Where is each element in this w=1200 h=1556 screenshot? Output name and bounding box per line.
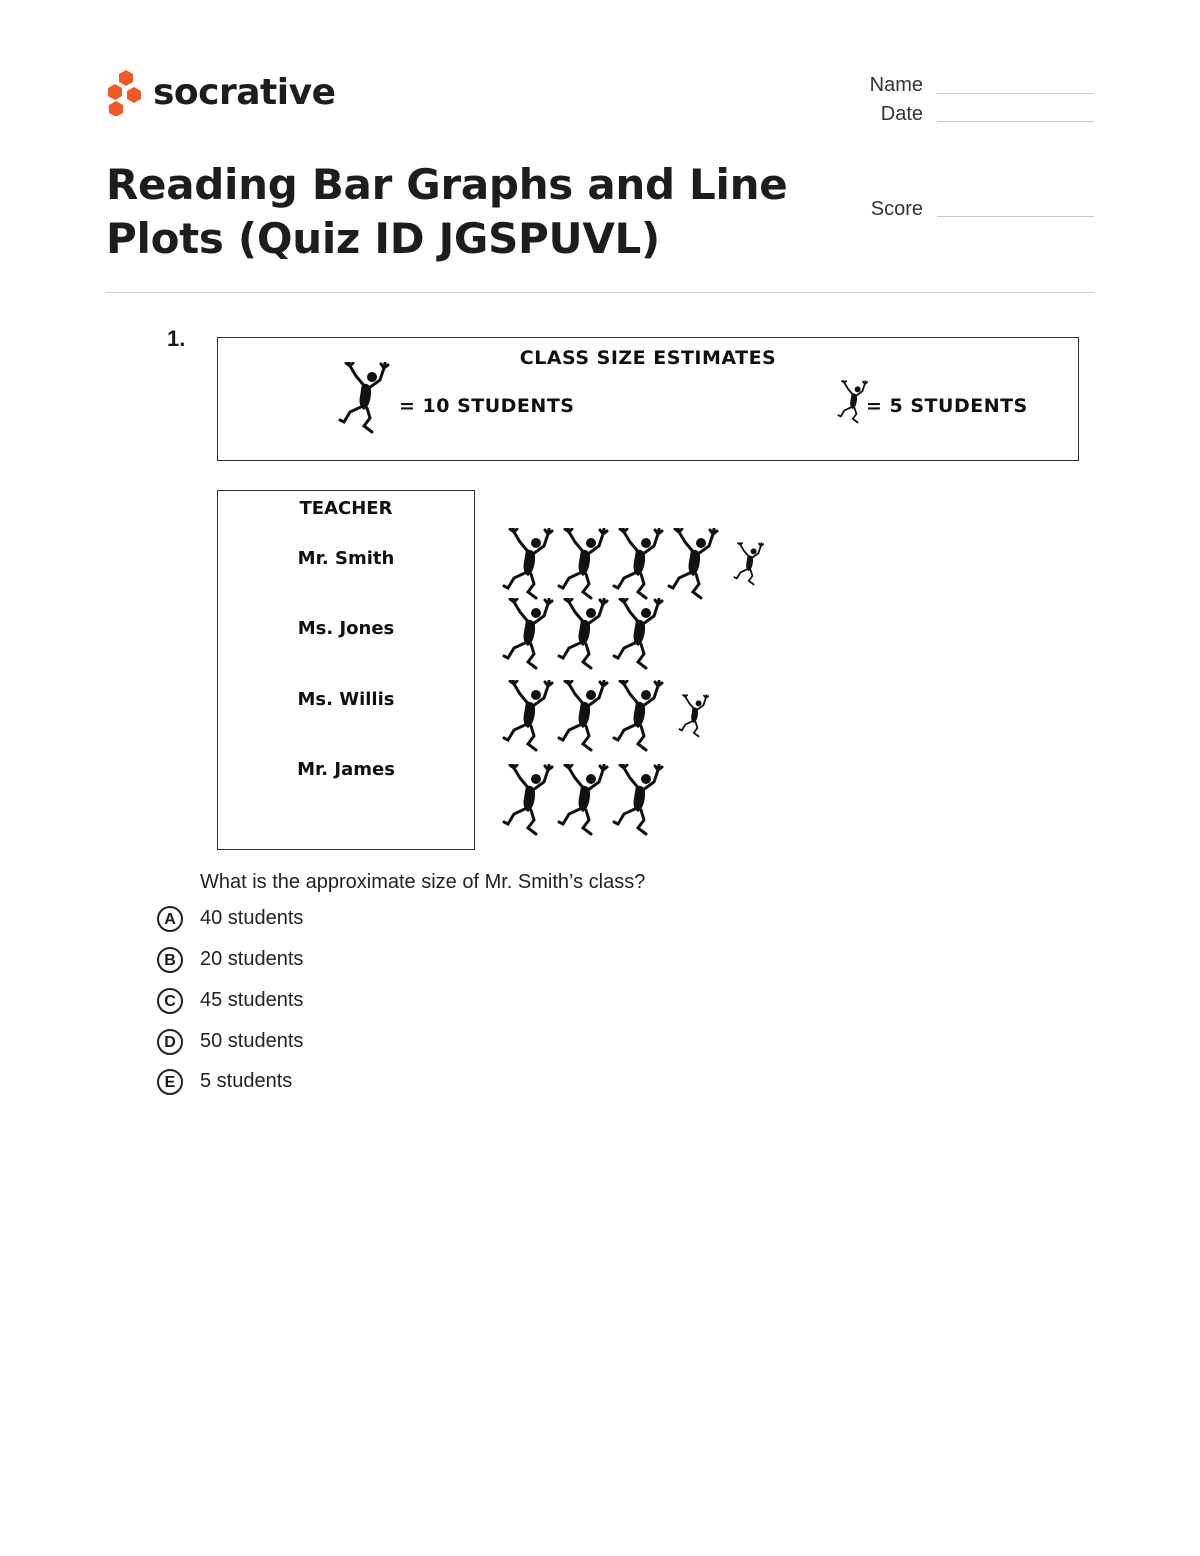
date-label: Date <box>880 103 923 125</box>
hexagon-logo-icon <box>106 68 146 116</box>
choice-text: 50 students <box>200 1030 304 1052</box>
quiz-title: Reading Bar Graphs and Line Plots (Quiz ID JGSPUVL) <box>106 160 788 263</box>
running-figure-icon <box>610 680 670 752</box>
question-prompt: What is the approximate size of Mr. Smith’s class? <box>200 871 646 893</box>
running-figure-icon <box>665 528 725 600</box>
running-figure-icon <box>555 598 615 670</box>
choice-letter-badge: A <box>157 906 183 932</box>
date-field[interactable] <box>937 121 1094 122</box>
brand-name: socrative <box>153 72 336 113</box>
teacher-name: Mr. James <box>297 759 395 780</box>
teacher-name: Ms. Jones <box>297 618 395 639</box>
choice-text: 45 students <box>200 989 304 1011</box>
choice-text: 20 students <box>200 948 304 970</box>
running-figure-icon <box>500 598 560 670</box>
score-field[interactable] <box>937 216 1094 217</box>
choice-letter-badge: B <box>157 947 183 973</box>
teacher-table <box>217 490 475 850</box>
choice-text: 5 students <box>200 1070 293 1092</box>
running-figure-icon <box>610 764 670 836</box>
running-figure-small-icon <box>732 542 768 586</box>
running-figure-icon <box>500 680 560 752</box>
running-figure-small-icon <box>677 694 713 738</box>
running-figure-icon <box>555 680 615 752</box>
choice-letter-badge: D <box>157 1029 183 1055</box>
teacher-header: TEACHER <box>299 498 393 519</box>
header-divider <box>106 292 1094 293</box>
legend-title: CLASS SIZE ESTIMATES <box>519 347 777 369</box>
running-figure-icon <box>336 362 396 434</box>
choice-text: 40 students <box>200 907 304 929</box>
legend-small-icon-value: = 5 STUDENTS <box>866 395 1028 417</box>
name-field[interactable] <box>937 93 1094 94</box>
choice-letter-badge: C <box>157 988 183 1014</box>
running-figure-icon <box>500 764 560 836</box>
running-figure-icon <box>555 528 615 600</box>
socrative-logo <box>106 68 336 118</box>
running-figure-icon <box>610 598 670 670</box>
legend-big-icon-value: = 10 STUDENTS <box>399 395 575 417</box>
running-figure-icon <box>500 528 560 600</box>
teacher-name: Ms. Willis <box>297 689 395 710</box>
score-label: Score <box>870 198 923 220</box>
running-figure-icon <box>555 764 615 836</box>
choice-letter-badge: E <box>157 1069 183 1095</box>
name-label: Name <box>869 74 923 96</box>
question-number: 1. <box>167 326 186 351</box>
teacher-name: Mr. Smith <box>297 548 395 569</box>
running-figure-icon <box>610 528 670 600</box>
